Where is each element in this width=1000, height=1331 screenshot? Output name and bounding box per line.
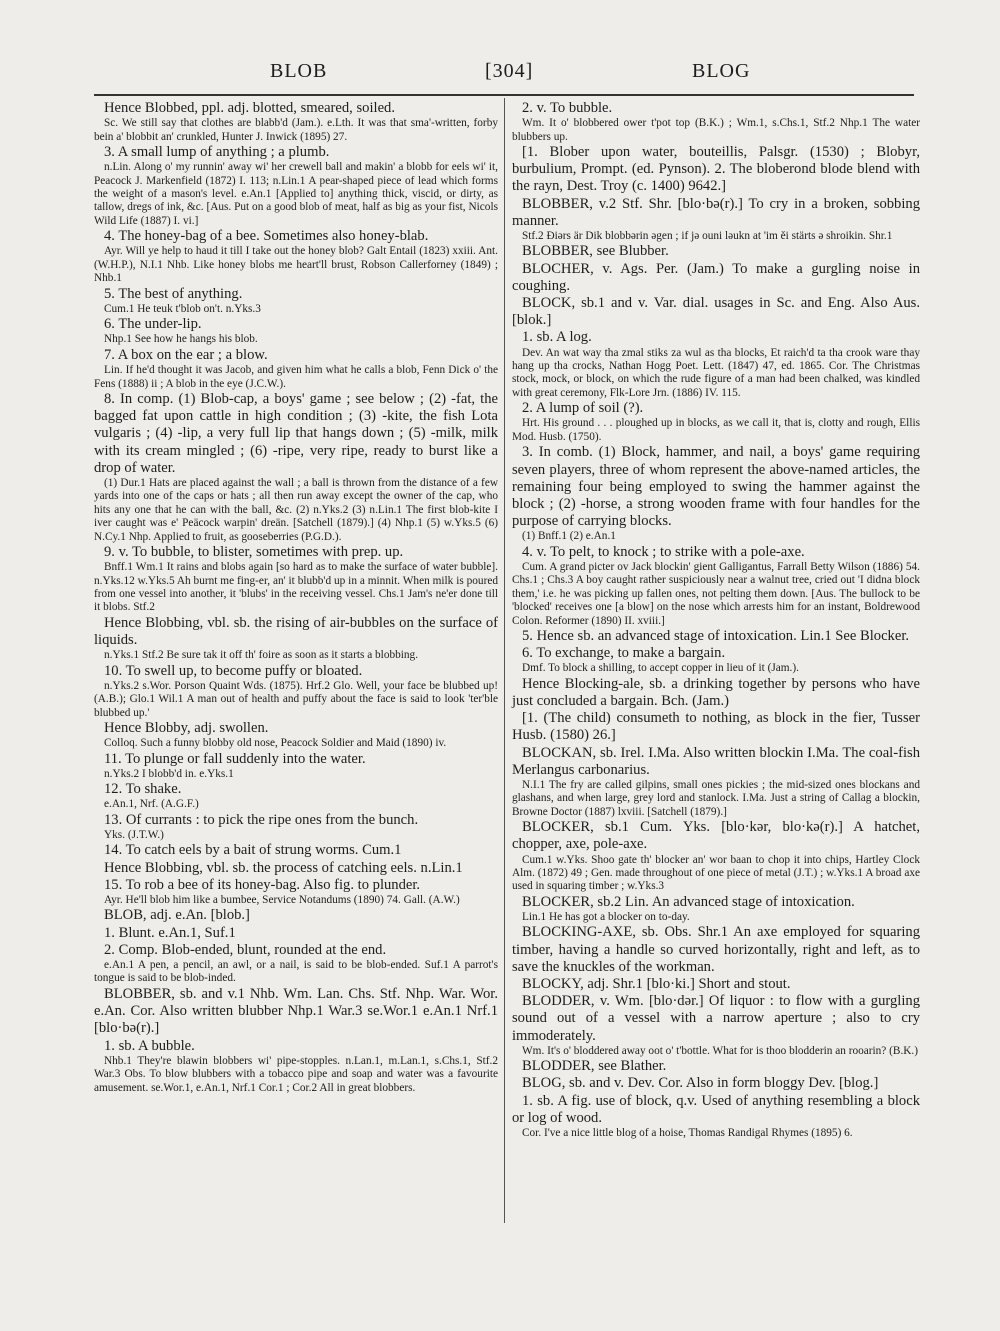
entry-citation: n.Lin. Along o' my runnin' away wi' her crewell ball and makin' a blobb for eels wi' it, Peacock J. Markenfield (1872) I. 113; n.Lin.1 A pear-shaped piece of lead which forms the weight of a mason's level. e.An.1 [Applied to] anything thick, viscid, or dirty, as tallow, dregs of ink, &c. [Aus. Put on a good blob of meat, half as big as your fist, Nicols Wild Life (1887) I. vi.]: [94, 161, 498, 227]
entry-sense: 2. v. To bubble.: [522, 100, 613, 116]
entry-sense: 1. Blunt. e.An.1, Suf.1: [104, 924, 236, 941]
entry-sense: 7. A box on the ear ; a blow.: [104, 346, 268, 363]
entry-citation: n.Yks.2 I blobb'd in. e.Yks.1: [104, 767, 234, 780]
entry-citation: Bnff.1 Wm.1 It rains and blobs again [so hard as to make the surface of water bubble]. n.Yks.12 w.Yks.5 Ah burnt me fing-er, an' it blubb'd up in a minnit. When milk is poured from one vessel into another, it 'blubs' in the receiving vessel. Chs.1 Jam's ne'er done till it blobs. Stf.2: [94, 561, 498, 614]
entry-citation: n.Yks.1 Stf.2 Be sure tak it off th' foire as soon as it starts a blobbing.: [104, 649, 419, 662]
entry-sense: Hence Blocking-ale, sb. a drinking together by persons who have just concluded a bargain. Bch. (Jam.): [512, 675, 920, 709]
entry-headword: BLOCKAN, sb. Irel. I.Ma. Also written blockin I.Ma. The coal-fish Merlangus carbonarius.: [512, 744, 920, 778]
entry-sense: 1. sb. A log.: [522, 329, 592, 346]
entry-headword: BLOG, sb. and v. Dev. Cor. Also in form bloggy Dev. [blog.]: [522, 1075, 879, 1092]
entry-sense: 12. To shake.: [104, 781, 182, 798]
entry-citation: (1) Bnff.1 (2) e.An.1: [522, 530, 616, 543]
entry-citation: e.An.1, Nrf. (A.G.F.): [104, 798, 199, 811]
column-divider: [504, 98, 505, 1223]
entry-sense: 15. To rob a bee of its honey-bag. Also fig. to plunder.: [104, 876, 421, 893]
entry-sense: 8. In comp. (1) Blob-cap, a boys' game ; see below ; (2) -fat, the bagged fat upon cattle in high condition ; (3) -kite, the fish Lota vulgaris ; (4) -lip, a very full lip that hangs down ; (5) -milk, milk with its cream mingled ; (6) -ripe, very ripe, ready to burst like a drop of water.: [94, 390, 498, 476]
entry-sense: 11. To plunge or fall suddenly into the water.: [104, 750, 366, 767]
header-left-word: BLOB: [270, 60, 328, 82]
entry-citation: Dmf. To block a shilling, to accept copper in lieu of it (Jam.).: [522, 662, 799, 675]
entry-headword: BLOCKY, adj. Shr.1 [blo·ki.] Short and stout.: [522, 976, 791, 993]
entry-citation: Nhp.1 See how he hangs his blob.: [104, 333, 258, 346]
entry-sense: 5. The best of anything.: [104, 285, 243, 302]
entry-sense: 4. The honey-bag of a bee. Sometimes also honey-blab.: [104, 228, 429, 245]
entry-citation: N.I.1 The fry are called gilpins, small ones pickies ; the mid-sized ones blockans and glashans, and when large, grey lord and stanlock. I.Ma. Just a string of Callag a blockin, Browne Doctor (1887) lxviii. [Satchell (1879).]: [512, 778, 920, 818]
entry-citation: Yks. (J.T.W.): [104, 829, 164, 842]
entry-sense: 1. sb. A fig. use of block, q.v. Used of anything resembling a block or log of wood.: [512, 1092, 920, 1126]
entry-sense: 1. sb. A bubble.: [104, 1037, 195, 1054]
entry-headword: BLODDER, v. Wm. [blo·dər.] Of liquor : to flow with a gurgling sound out of a vessel with a narrow aperture ; also to cry immoderately.: [512, 993, 920, 1044]
entry-headword: BLOBBER, v.2 Stf. Shr. [blo·bə(r).] To cry in a broken, sobbing manner.: [512, 195, 920, 229]
left-column: [94, 100, 498, 1095]
entry-citation: Ayr. Will ye help to haud it till I take out the honey blob? Galt Entail (1823) xxiii. Ant. (W.H.P.), N.I.1 Nhb. Like honey blobs me heart'll brust, Robson Callerforney (1849) ; Nhb.1: [94, 245, 498, 285]
entry-headword: BLOCK, sb.1 and v. Var. dial. usages in Sc. and Eng. Also Aus. [blok.]: [512, 295, 920, 329]
header-rule: [94, 94, 914, 96]
entry-citation: e.An.1 A pen, a pencil, an awl, or a nail, is said to be blob-ended. Suf.1 A parrot's tongue is said to be blob-inded.: [94, 959, 498, 985]
entry-citation: Lin. If he'd thought it was Jacob, and given him what he calls a blob, Fenn Dick o' the Fens (1888) ii ; A blob in the eye (J.C.W.).: [94, 364, 498, 390]
entry-citation: Nhb.1 They're blawin blobbers wi' pipe-stopples. n.Lan.1, m.Lan.1, s.Chs.1, Stf.2 War.3 Obs. To blow blubbers with a tobacco pipe and soap and water was a favourite amusement. se.Wor.1, e.An.1, Nrf.1 Cor.1 ; Cor.2 All in great blobbers.: [94, 1054, 498, 1094]
running-header: [100, 56, 920, 90]
entry-sense: 2. A lump of soil (?).: [522, 400, 644, 417]
entry-sense: 10. To swell up, to become puffy or bloated.: [104, 662, 363, 679]
entry-sense: 2. Comp. Blob-ended, blunt, rounded at the end.: [104, 941, 387, 958]
entry-sense: 3. In comb. (1) Block, hammer, and nail, a boys' game requiring seven players, three of whom represent the above-named articles, the remaining four being employed to swing the hammer against the block ; (2) -horse, a strong wooden frame with four handles for the purpose of carrying blocks.: [512, 444, 920, 530]
entry-citation: Hrt. His ground . . . ploughed up in blocks, as we call it, that is, clotty and rough, Ellis Mod. Husb. (1750).: [512, 417, 920, 443]
entry-sense: [1. (The child) consumeth to nothing, as block in the fier, Tusser Husb. (1580) 26.]: [512, 710, 920, 744]
entry-citation: Dev. An wat way tha zmal stiks za wul as tha blocks, Et raich'd ta tha crook ware thay hang up tha crocks, Nathan Hogg Poet. Lett. (1847) 47, ed. 1865. Cor. The Christmas stock, mock, or block, on which the rude figure of a man had been chalked, was kindled with great ceremony, Flk-Lore Jrn. (1886) IV. 115.: [512, 346, 920, 399]
entry-headword: BLOCKING-AXE, sb. Obs. Shr.1 An axe employed for squaring timber, having a handle so curved horizontally, right and left, as to save the knuckles of the workman.: [512, 924, 920, 975]
entry-citation: Cum. A grand picter ov Jack blockin' gient Galligantus, Farrall Betty Wilson (1886) 54. Chs.1 ; Chs.3 A boy caught rather suspiciously near a walnut tree, cried out 'I didna block them,' i.e. he was picking up fallen ones, not pelting them down. [Aus. The bullock to be 'blocked' receives one [a blow] on the nose which arrests him for an instant, Boldrewood Colon. Reformer (1890) II. xviii.]: [512, 560, 920, 627]
entry-sense: 14. To catch eels by a bait of strung worms. Cum.1: [104, 842, 402, 859]
entry-citation: Wm. It's o' bloddered away oot o' t'bottle. What for is thoo blodderin an rooarin? (B.K.): [522, 1044, 919, 1057]
entry-sense: 9. v. To bubble, to blister, sometimes with prep. up.: [104, 543, 404, 560]
entry-sense: 3. A small lump of anything ; a plumb.: [104, 144, 330, 161]
entry-sense: Hence Blobby, adj. swollen.: [104, 720, 269, 737]
entry-sense: Hence Blobbing, vbl. sb. the process of catching eels. n.Lin.1: [104, 859, 463, 876]
entry-headword: BLOCKER, sb.2 Lin. An advanced stage of intoxication.: [522, 893, 855, 910]
entry-citation: Lin.1 He has got a blocker on to-day.: [522, 911, 690, 924]
right-column: [512, 100, 920, 1140]
entry-sense: 6. To exchange, to make a bargain.: [522, 645, 726, 662]
entry-sense: 4. v. To pelt, to knock ; to strike with a pole-axe.: [522, 543, 805, 560]
entry-citation: Wm. It o' blobbered ower t'pot top (B.K.) ; Wm.1, s.Chs.1, Stf.2 Nhp.1 The water blubbers up.: [512, 117, 920, 143]
entry-citation: n.Yks.2 s.Wor. Porson Quaint Wds. (1875). Hrf.2 Glo. Well, your face be blubbed up! (A.B.); Glo.1 Wil.1 A man out of health and puffy about the face is said to look 'ter'ble blubbed up.': [94, 679, 498, 719]
entry-sense: [1. Blober upon water, bouteillis, Palsgr. (1530) ; Blobyr, burbulium, Prompt. (ed. Pynson). 2. The bloberond blode blend with the rayn, Dest. Troy (c. 1400) 9642.]: [512, 144, 920, 195]
entry-citation: Sc. We still say that clothes are blabb'd (Jam.). e.Lth. It was that sma'-written, forby bein a' blobbit an' crunkled, Hunter J. Inwick (1895) 27.: [94, 117, 498, 143]
entry-citation: Colloq. Such a funny blobby old nose, Peacock Soldier and Maid (1890) iv.: [104, 737, 447, 750]
entry-citation: (1) Dur.1 Hats are placed against the wall ; a ball is thrown from the distance of a few yards into one of the caps or hats ; all then run away except the owner of the cap, who hits any one that he can with the ball, &c. (2) n.Yks.2 (3) n.Lin.1 The first blob-kite I iver caught was e' Peäcock warpin' dreän. [Satchell (1879).] (4) Nhp.1 (5) w.Yks.5 (6) N.Cy.1 Nhp. Applied to fruit, as gooseberries (P.G.D.).: [94, 476, 498, 543]
entry-headword: BLOB, adj. e.An. [blob.]: [104, 907, 250, 924]
entry-headword: BLOBBER, sb. and v.1 Nhb. Wm. Lan. Chs. Stf. Nhp. War. Wor. e.An. Cor. Also written blubber Nhp.1 War.3 se.Wor.1 e.An.1 Nrf.1 [blo·bə(r).]: [94, 985, 498, 1037]
entry-sense: Hence Blobbed, ppl. adj. blotted, smeared, soiled.: [104, 100, 395, 116]
entry-sense: 13. Of currants : to pick the ripe ones from the bunch.: [104, 811, 419, 828]
entry-citation: Cum.1 w.Yks. Shoo gate th' blocker an' wor baan to chop it into chips, Hartley Clock Alm. (1872) 49 ; Gen. made throughout of one piece of metal (J.T.) ; w.Yks.1 A broad axe used in squaring timber ; w.Yks.3: [512, 853, 920, 893]
entry-citation: Ayr. He'll blob him like a bumbee, Service Notandums (1890) 74. Gall. (A.W.): [104, 894, 460, 907]
entry-headword: BLOBBER, see Blubber.: [522, 243, 669, 260]
entry-sense: 5. Hence sb. an advanced stage of intoxication. Lin.1 See Blocker.: [522, 627, 910, 644]
page-number: [304]: [485, 60, 534, 82]
entry-sense: Hence Blobbing, vbl. sb. the rising of air-bubbles on the surface of liquids.: [94, 614, 498, 648]
entry-citation: Cum.1 He teuk t'blob on't. n.Yks.3: [104, 302, 261, 315]
entry-citation: Cor. I've a nice little blog of a hoise, Thomas Randigal Rhymes (1895) 6.: [522, 1127, 853, 1140]
header-right-word: BLOG: [692, 60, 751, 82]
entry-sense: 6. The under-lip.: [104, 316, 202, 333]
entry-headword: BLOCHER, v. Ags. Per. (Jam.) To make a gurgling noise in coughing.: [512, 260, 920, 294]
entry-headword: BLOCKER, sb.1 Cum. Yks. [blo·kər, blo·kə(r).] A hatchet, chopper, axe, pole-axe.: [512, 819, 920, 853]
entry-headword: BLODDER, see Blather.: [522, 1058, 667, 1075]
entry-citation: Stf.2 Điərs är Dik blobbərin əgen ; if jə ouni ləukn at 'im ěi stärts ə shroikin. Shr.1: [522, 230, 893, 243]
